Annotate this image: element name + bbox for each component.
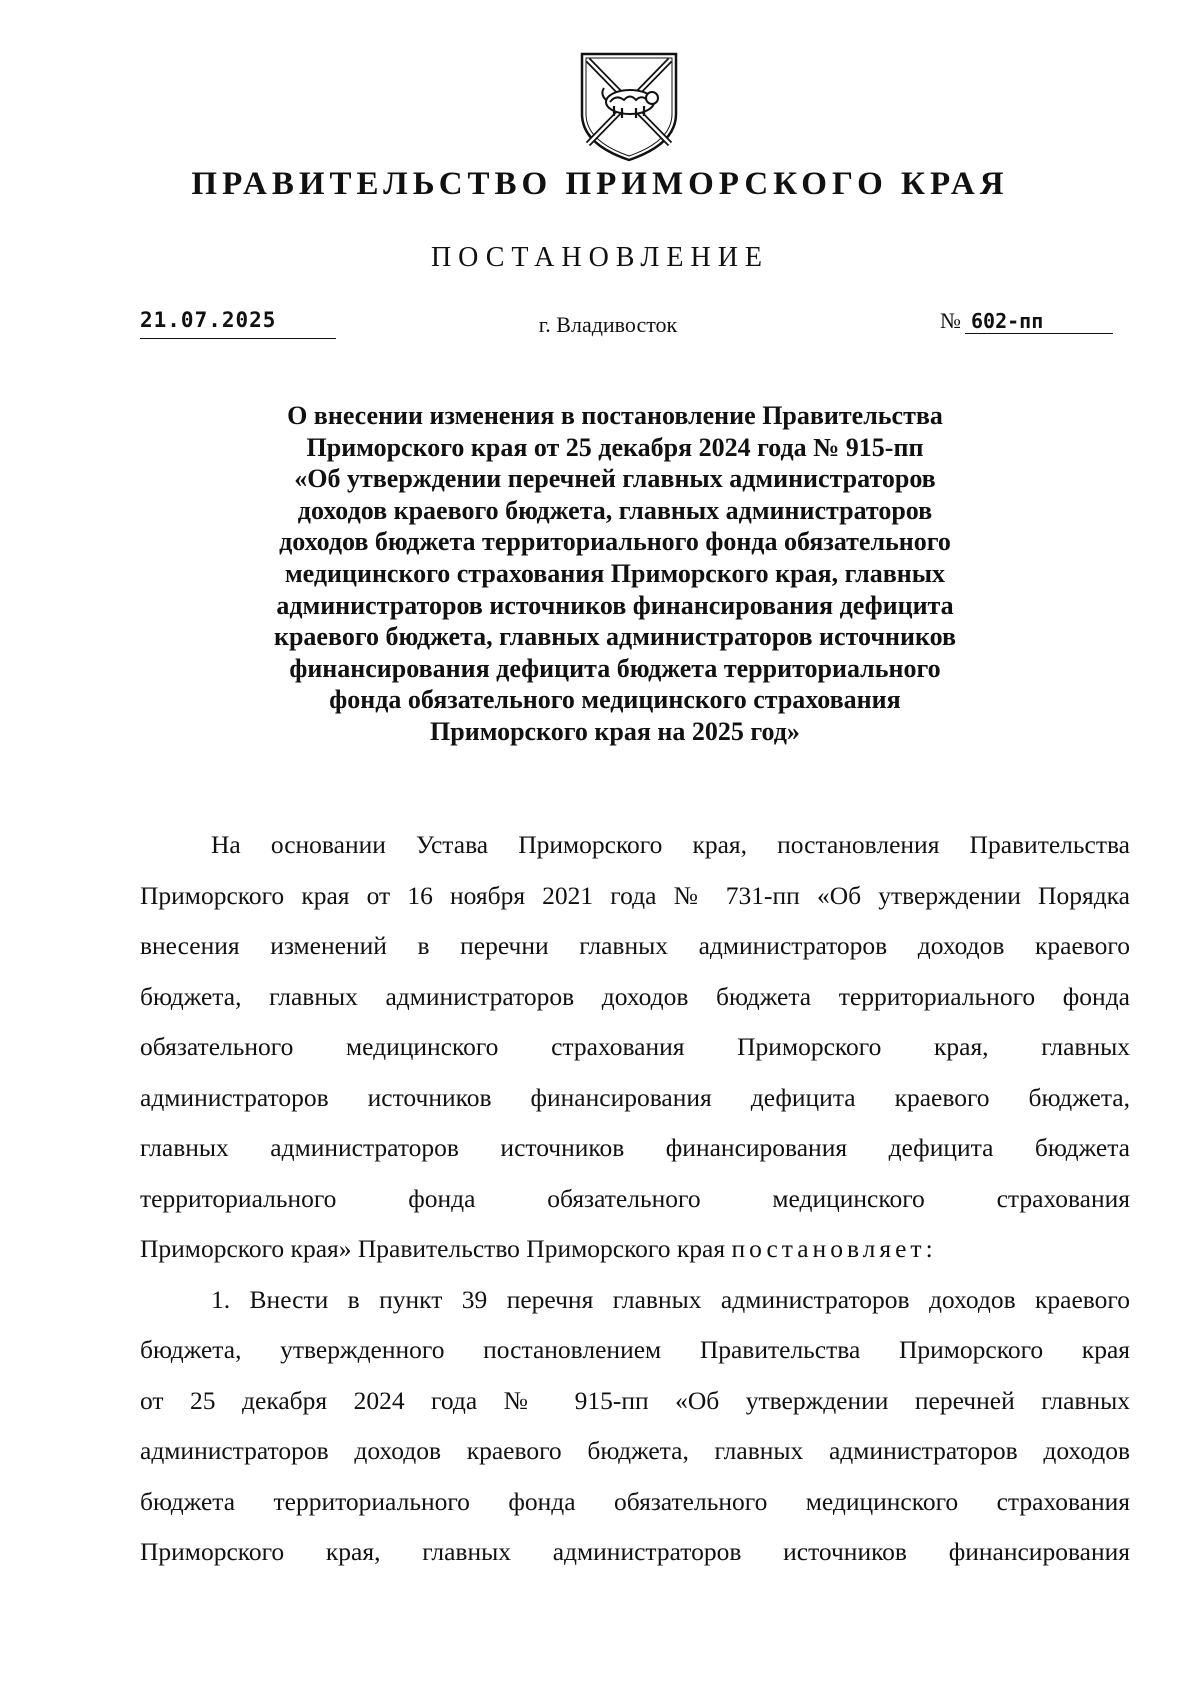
body-line: от 25 декабря 2024 года № 915-пп «Об утверждении перечней главных	[140, 1385, 1130, 1415]
body-line: бюджета, утвержденного постановлением Правительства Приморского края	[140, 1335, 1130, 1364]
heading-line: медицинского страхования Приморского края, главных	[284, 558, 946, 588]
heading-line: доходов краевого бюджета, главных администраторов	[297, 495, 933, 525]
document-number-field	[940, 308, 1120, 338]
heading-line: Приморского края на 2025 год»	[430, 716, 800, 746]
body-line: На основании Устава Приморского края, постановления Правительства	[211, 830, 1130, 859]
document-type: ПОСТАНОВЛЕНИЕ	[430, 242, 770, 273]
body-line: Приморского края, главных администраторов источников финансирования	[140, 1537, 1130, 1566]
organization-title: ПРАВИТЕЛЬСТВО ПРИМОРСКОГО КРАЯ	[191, 166, 1009, 202]
number-sign: №	[940, 308, 961, 333]
document-body	[140, 820, 1130, 1578]
heading-line: фонда обязательного медицинского страхования	[329, 685, 901, 715]
body-line: внесения изменений в перечни главных администраторов доходов краевого	[140, 931, 1130, 960]
document-heading	[200, 400, 1030, 748]
body-line: Приморского края от 16 ноября 2021 года № 731-пп «Об утверждении Порядка	[140, 880, 1130, 910]
body-line-resolution	[140, 1224, 1130, 1275]
body-line: главных администраторов источников финансирования дефицита бюджета	[140, 1133, 1130, 1162]
coat-of-arms-icon	[574, 44, 684, 164]
resolution-prefix: Приморского края» Правительство Приморского края	[140, 1234, 732, 1263]
resolution-word: постановляет:	[731, 1234, 937, 1263]
body-line: бюджета территориального фонда обязательного медицинского страхования	[140, 1486, 1130, 1516]
body-line: бюджета, главных администраторов доходов бюджета территориального фонда	[140, 981, 1130, 1011]
body-line: администраторов доходов краевого бюджета, главных администраторов доходов	[140, 1436, 1130, 1465]
document-date: 21.07.2025	[140, 308, 277, 332]
heading-line: О внесении изменения в постановление Правительства	[287, 401, 943, 430]
heading-line: Приморского края от 25 декабря 2024 года № 915-пп	[306, 432, 924, 462]
body-line: обязательного медицинского страхования Приморского края, главных	[140, 1032, 1130, 1061]
body-line: 1. Внести в пункт 39 перечня главных администраторов доходов краевого	[211, 1284, 1130, 1314]
body-line: администраторов источников финансирования дефицита краевого бюджета,	[140, 1082, 1130, 1112]
heading-line: краевого бюджета, главных администраторов источников	[273, 622, 956, 652]
body-line: территориального фонда обязательного медицинского страхования	[140, 1183, 1130, 1213]
heading-line: администраторов источников финансирования дефицита	[276, 590, 954, 620]
heading-line: доходов бюджета территориального фонда обязательного	[279, 527, 951, 557]
heading-line: финансирования дефицита бюджета территориального	[289, 653, 941, 683]
document-city: г. Владивосток	[538, 312, 678, 337]
document-number: 602-пп	[965, 309, 1113, 334]
heading-line: «Об утверждении перечней главных администраторов	[294, 464, 936, 494]
